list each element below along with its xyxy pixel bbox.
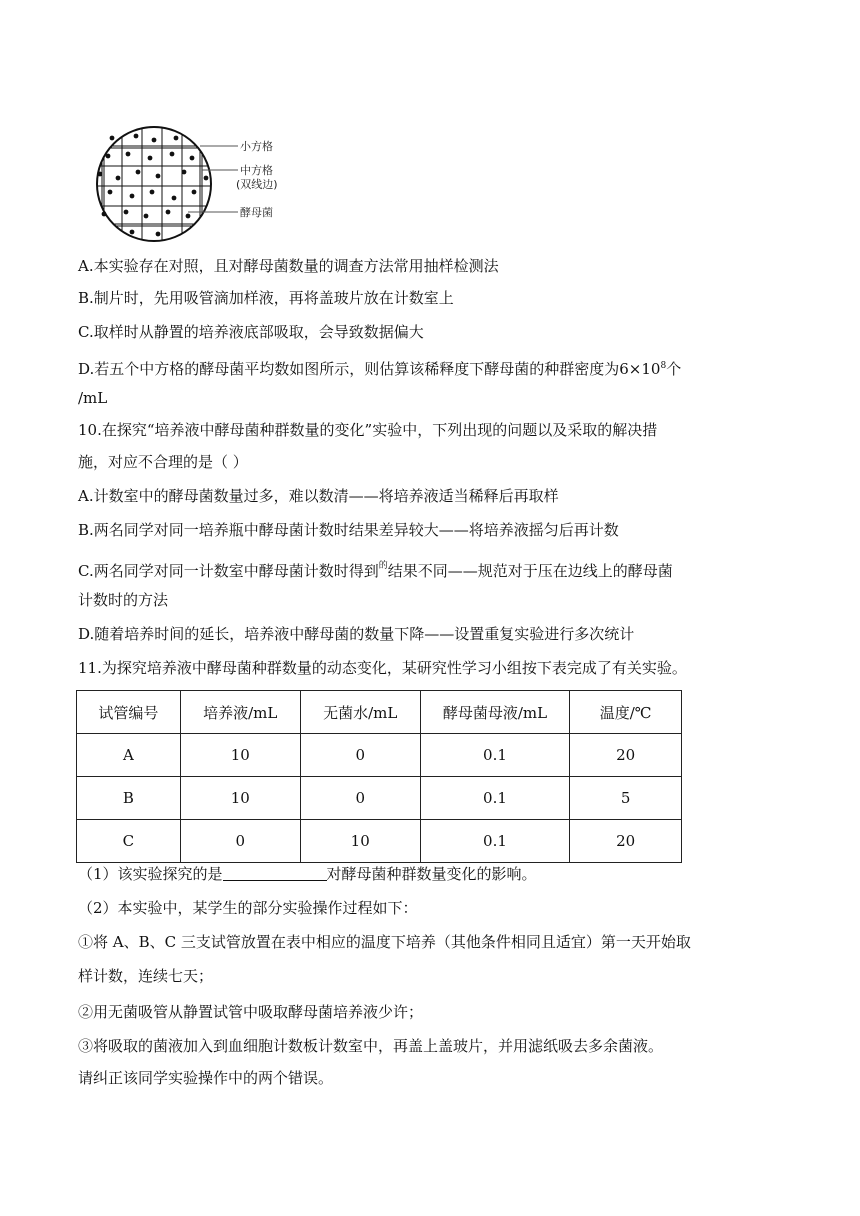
table-cell: 0.1 bbox=[420, 820, 570, 863]
q10-option-c-text: C.两名同学对同一计数室中酵母菌计数时得到 bbox=[78, 562, 379, 580]
table-cell: 10 bbox=[300, 820, 420, 863]
q9-option-b: B.制片时，先用吸管滴加样液，再将盖玻片放在计数室上 bbox=[78, 289, 454, 307]
q11-step3: ③将吸取的菌液加入到血细胞计数板计数室中，再盖上盖玻片，并用滤纸吸去多余菌液。 bbox=[78, 1037, 664, 1055]
table-row bbox=[77, 777, 682, 820]
table-row bbox=[77, 734, 682, 777]
table-header-cell: 无菌水/mL bbox=[300, 691, 420, 734]
q10-option-c-superscript: 的 bbox=[378, 561, 388, 571]
q10-option-b: B.两名同学对同一培养瓶中酵母菌计数时结果差异较大——将培养液摇匀后再计数 bbox=[78, 521, 619, 539]
table-header-cell: 试管编号 bbox=[77, 691, 181, 734]
q10-option-c-text2: 结果不同——规范对于压在边线上的酵母菌 bbox=[387, 562, 673, 580]
table-cell: 10 bbox=[180, 777, 300, 820]
hemocytometer-figure bbox=[88, 126, 328, 246]
table-row bbox=[77, 820, 682, 863]
q10-option-d: D.随着培养时间的延长，培养液中酵母菌的数量下降——设置重复实验进行多次统计 bbox=[78, 625, 635, 643]
answer-blank[interactable] bbox=[223, 866, 327, 881]
table-cell: 20 bbox=[570, 734, 682, 777]
q9-option-a: A.本实验存在对照，且对酵母菌数量的调查方法常用抽样检测法 bbox=[78, 257, 499, 275]
q9-option-d-exponent: 8 bbox=[660, 361, 667, 371]
q11-sub1-text: （1）该实验探究的是 bbox=[78, 865, 223, 883]
q9-option-d-text: D.若五个中方格的酵母菌平均数如图所示，则估算该稀释度下酵母菌的种群密度为6×10 bbox=[78, 360, 661, 378]
q11-ask: 请纠正该同学实验操作中的两个错误。 bbox=[78, 1069, 334, 1087]
table-header-cell: 温度/℃ bbox=[570, 691, 682, 734]
table-cell: 0 bbox=[300, 777, 420, 820]
label-medium-grid: 中方格 bbox=[240, 164, 273, 177]
table-cell: 0.1 bbox=[420, 777, 570, 820]
q10-option-a: A.计数室中的酵母菌数量过多，难以数清——将培养液适当稀释后再取样 bbox=[78, 487, 559, 505]
q11-sub2: （2）本实验中，某学生的部分实验操作过程如下： bbox=[78, 899, 418, 917]
experiment-table bbox=[76, 690, 682, 863]
label-yeast: 酵母菌 bbox=[240, 206, 273, 219]
table-cell: A bbox=[77, 734, 181, 777]
q9-option-c: C.取样时从静置的培养液底部吸取，会导致数据偏大 bbox=[78, 323, 424, 341]
q11-stem: 11.为探究培养液中酵母菌种群数量的动态变化，某研究性学习小组按下表完成了有关实验。 bbox=[78, 659, 687, 677]
label-medium-grid-note: (双线边) bbox=[236, 178, 278, 191]
q9-option-d-continued: /mL bbox=[78, 389, 108, 407]
q9-option-d bbox=[78, 356, 681, 379]
table-header-row bbox=[77, 691, 682, 734]
table-cell: 0 bbox=[300, 734, 420, 777]
q11-step1-line1: ①将 A、B、C 三支试管放置在表中相应的温度下培养（其他条件相同且适宜）第一天开始取 bbox=[78, 933, 691, 951]
table-header-cell: 培养液/mL bbox=[180, 691, 300, 734]
q10-stem-line2: 施，对应不合理的是（ ） bbox=[78, 453, 248, 471]
hemocytometer-diagram bbox=[88, 126, 328, 246]
table-cell: 10 bbox=[180, 734, 300, 777]
label-small-grid: 小方格 bbox=[240, 140, 273, 153]
table-cell: 0 bbox=[180, 820, 300, 863]
table-cell: 5 bbox=[570, 777, 682, 820]
table-cell: B bbox=[77, 777, 181, 820]
table-cell: 0.1 bbox=[420, 734, 570, 777]
q11-step1-line2: 样计数，连续七天； bbox=[78, 967, 214, 985]
q10-stem-line1: 10.在探究“培养液中酵母菌种群数量的变化”实验中，下列出现的问题以及采取的解决措 bbox=[78, 421, 658, 439]
q9-option-d-unit: 个 bbox=[666, 360, 682, 378]
table-cell: 20 bbox=[570, 820, 682, 863]
table-cell: C bbox=[77, 820, 181, 863]
q11-sub1 bbox=[78, 864, 537, 884]
q11-step2: ②用无菌吸管从静置试管中吸取酵母菌培养液少许； bbox=[78, 1003, 424, 1021]
q10-option-c bbox=[78, 556, 673, 581]
q10-option-c-continued: 计数时的方法 bbox=[78, 591, 169, 609]
q11-sub1-text2: 对酵母菌种群数量变化的影响。 bbox=[326, 865, 537, 883]
table-header-cell: 酵母菌母液/mL bbox=[420, 691, 570, 734]
